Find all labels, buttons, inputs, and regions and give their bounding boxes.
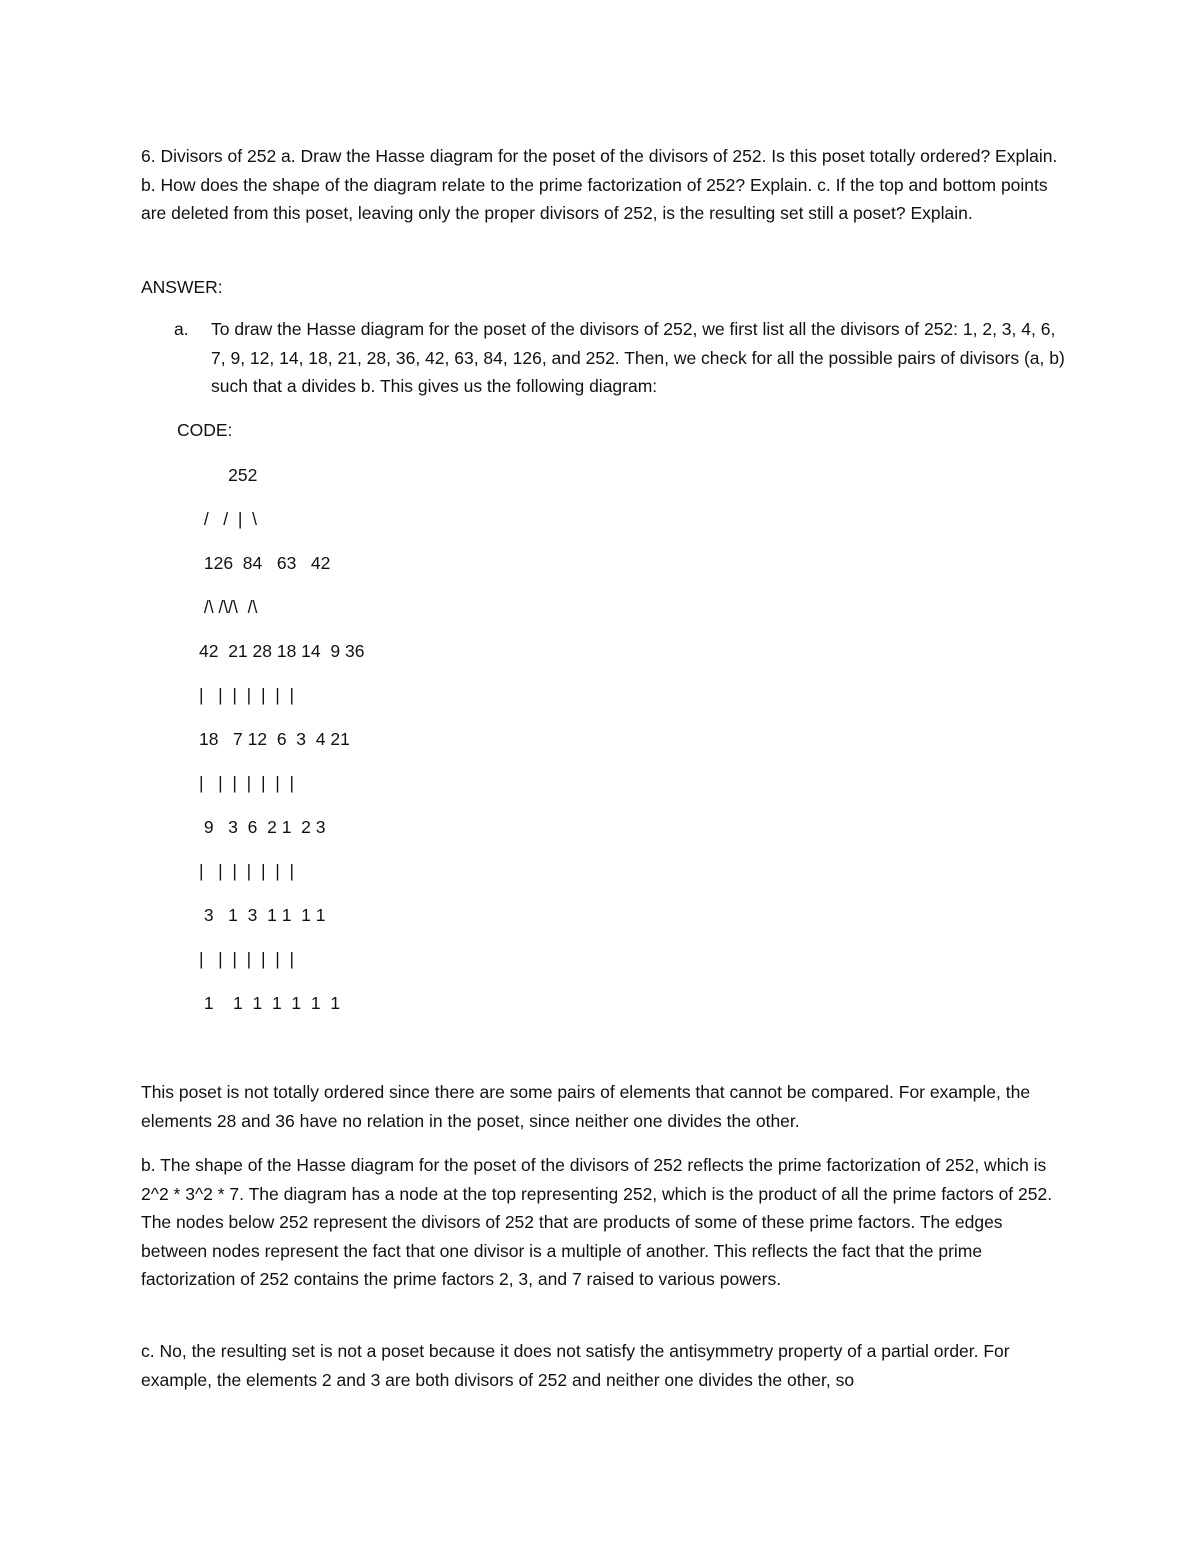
totally-ordered-paragraph: This poset is not totally ordered since there are some pairs of elements that cannot be compared. For example, the elements 28 and 36 have no relation in the poset, since neither one divides the other. [141, 1082, 1031, 1131]
question-text: 6. Divisors of 252 a. Draw the Hasse diagram for the poset of the divisors of 252. Is this poset totally ordered? Explain. b. How does the shape of the diagram relate to the prime factorization of 252? Explain. c. If the top and bottom points are deleted from this poset, leaving only the proper divisors of 252, is the resulting set still a poset? Explain. [141, 146, 1058, 223]
diagram-line: 252 [199, 465, 258, 485]
diagram-line: | | | | | | | [199, 685, 295, 705]
diagram-line: 126 84 63 42 [199, 553, 331, 573]
diagram-line: 18 7 12 6 3 4 21 [199, 729, 350, 749]
part-b-paragraph: b. The shape of the Hasse diagram for the poset of the divisors of 252 reflects the prime factorization of 252, which is 2^2 * 3^2 * 7. The diagram has a node at the top representing 252, which is the product of all the prime factors of 252. The nodes below 252 represent the divisors of 252 that are products of some of these prime factors. The edges between nodes represent the fact that one divisor is a multiple of another. This reflects the fact that the prime factorization of 252 contains the prime factors 2, 3, and 7 raised to various powers. [141, 1155, 1053, 1289]
part-c-paragraph: c. No, the resulting set is not a poset because it does not satisfy the antisymmetry property of a partial order. For example, the elements 2 and 3 are both divisors of 252 and neither one divides the other, so [141, 1341, 1010, 1390]
diagram-line: 9 3 6 2 1 2 3 [199, 817, 326, 837]
diagram-line: | | | | | | | [199, 773, 295, 793]
diagram-line: | | | | | | | [199, 949, 295, 969]
diagram-line: / / | \ [199, 509, 258, 529]
diagram-line: 1 1 1 1 1 1 1 [199, 993, 341, 1013]
code-label: CODE: [177, 420, 233, 440]
diagram-line: | | | | | | | [199, 861, 295, 881]
part-a-marker: a. [174, 319, 189, 339]
answer-label: ANSWER: [141, 277, 223, 297]
diagram-line: 42 21 28 18 14 9 36 [199, 641, 365, 661]
diagram-line: /\ /\/\ /\ [199, 597, 258, 617]
part-a-text: To draw the Hasse diagram for the poset of the divisors of 252, we first list all the divisors of 252: 1, 2, 3, 4, 6, 7, 9, 12, 14, 18, 21, 28, 36, 42, 63, 84, 126, and 252. Then, we check for all the possible pairs of divisors (a, b) such that a divides b. This gives us the following diagram: [211, 319, 1065, 396]
diagram-line: 3 1 3 1 1 1 1 [199, 905, 326, 925]
